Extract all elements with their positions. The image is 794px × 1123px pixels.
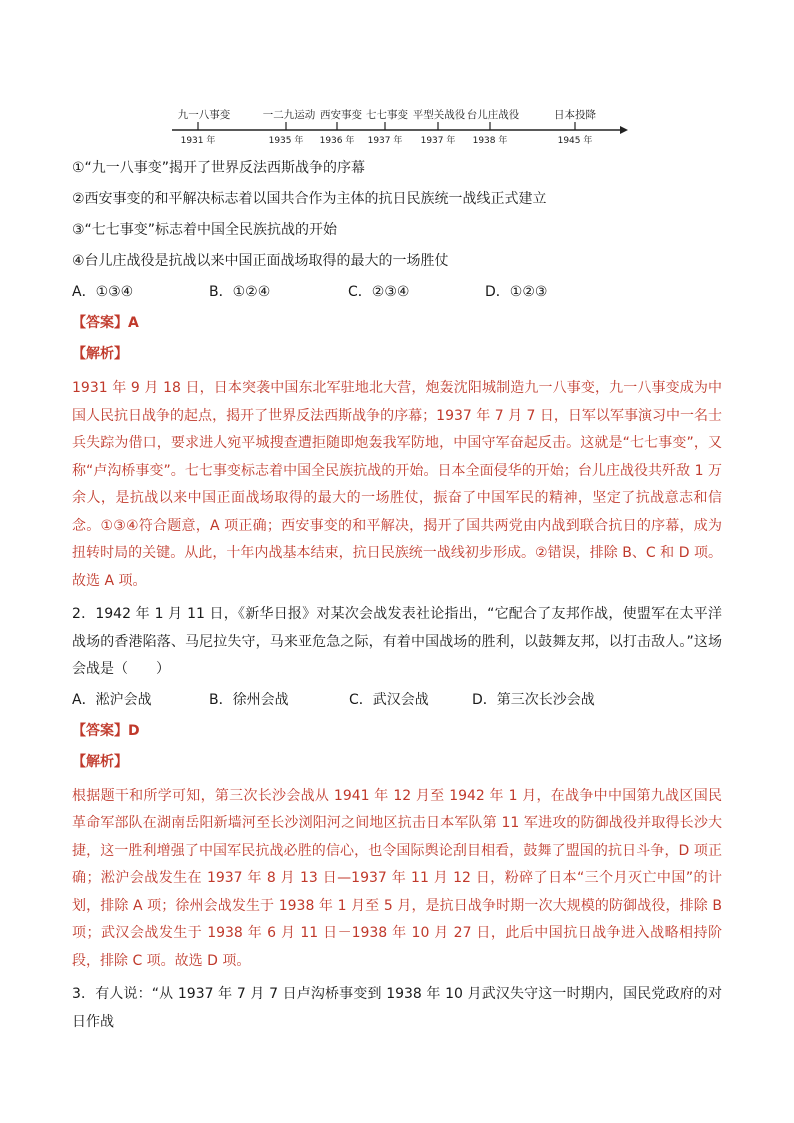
statement-4: ④台儿庄战役是抗战以来中国正面战场取得的最大的一场胜仗 [72,253,449,269]
q1-choices [72,282,722,302]
timeline-event-label: 九一八事变 [177,109,231,121]
timeline-arrow [620,126,628,134]
timeline-year-label: 1938 年 [472,136,508,146]
timeline-diagram [150,100,630,156]
timeline-year-label: 1937 年 [367,136,403,146]
timeline-event-label: 西安事变 [320,109,362,121]
timeline-year-label: 1936 年 [319,136,355,146]
timeline-year-label: 1945 年 [557,136,593,146]
q1-answer [72,313,722,333]
answer-label: 【答案】 [72,315,128,331]
q2-choice-a: A．淞沪会战 [72,691,152,708]
statement-1: ①“九一八事变”揭开了世界反法西斯战争的序幕 [72,160,366,176]
timeline-event-label: 日本投降 [554,109,596,121]
answer-value: D [128,722,140,739]
q1-choice-a: A．①③④ [72,284,134,300]
q2-choices [72,690,722,710]
q1-analysis: 1931 年 9 月 18 日，日本突袭中国东北军驻地北大营，炮轰沈阳城制造九一八事变，九一八事变成为中国人民抗日战争的起点，揭开了世界反法西斯战争的序幕；1937 年 7 月 7 日，日军以军事演习中一名士兵失踪为借口，要求进人宛平城搜查遭拒随即炮轰我军防地，中国守军奋起反击。这就是“七七事变”，又称“卢沟桥事变”。七七事变标志着中国全民族抗战的开始。日本全面侵华的开始；台儿庄战役共歼敌 1 万余人，是抗战以来中国正面战场取得的最大的一场胜仗，振奋了中国军民的精神，坚定了抗战意志和信念。①③④符合题意，A 项正确；西安事变的和平解决，揭开了国共两党由内战到联合抗日的序幕，成为扭转时局的关键。从此，十年内战基本结束，抗日民族统一战线初步形成。②错误，排除 B、C 和 D 项。故选 A 项。 [72,380,722,589]
q1-choice-d: D．①②③ [485,284,548,300]
timeline-event-label: 七七事变 [366,109,408,121]
q2-choice-b: B．徐州会战 [209,691,289,708]
statement-2: ②西安事变的和平解决标志着以国共合作为主体的抗日民族统一战线正式建立 [72,191,547,207]
timeline-year-label: 1935 年 [268,136,304,146]
page-content [72,158,722,1042]
q1-choice-b: B．①②④ [209,284,271,300]
q3-stem: 3．有人说：“从 1937 年 7 月 7 日卢沟桥事变到 1938 年 10 月武汉失守这一时期内，国民党政府的对日作战 [72,986,722,1030]
timeline-event-label: 台儿庄战役 [466,109,520,121]
answer-label: 【答案】 [72,722,128,739]
q2-answer [72,721,722,741]
q2-analysis: 根据题干和所学可知，第三次长沙会战从 1941 年 12 月至 1942 年 1 月，在战争中中国第九战区国民革命军部队在湖南岳阳新墙河至长沙浏阳河之间地区抗击日本军队第 11 军进攻的防御战役并取得长沙大捷，这一胜利增强了中国军民抗战必胜的信心，也令国际舆论刮目相看，鼓舞了盟国的抗日斗争，D 项正确；淞沪会战发生在 1937 年 8 月 13 日—1937 年 11 月 12 日，粉碎了日本“三个月灭亡中国”的计划，排除 A 项；徐州会战发生于 1938 年 1 月至 5 月，是抗日战争时期一次大规模的防御战役，排除 B 项；武汉会战发生于 1938 年 6 月 11 日－1938 年 10 月 27 日，此后中国抗日战争进入战略相持阶段，排除 C 项。故选 D 项。 [72,787,722,969]
timeline-event-label: 平型关战役 [412,109,466,121]
q2-stem: 2．1942 年 1 月 11 日，《新华日报》对某次会战发表社论指出，“它配合了友邦作战，使盟军在太平洋战场的香港陷落、马尼拉失守，马来亚危急之际，有着中国战场的胜利，以鼓舞友邦，以打击敌人。”这场会战是（ ） [72,606,722,677]
q2-choice-c: C．武汉会战 [349,691,429,708]
timeline-year-label: 1937 年 [420,136,456,146]
timeline-event-label: 一二九运动 [262,109,316,121]
q2-analysis-label: 【解析】 [72,753,128,770]
answer-value: A [128,315,139,331]
q1-choice-c: C．②③④ [348,284,410,300]
statement-3: ③“七七事变”标志着中国全民族抗战的开始 [72,222,338,238]
timeline-year-label: 1931 年 [180,136,216,146]
q1-analysis-label: 【解析】 [72,346,128,362]
q2-choice-d: D．第三次长沙会战 [472,691,595,708]
